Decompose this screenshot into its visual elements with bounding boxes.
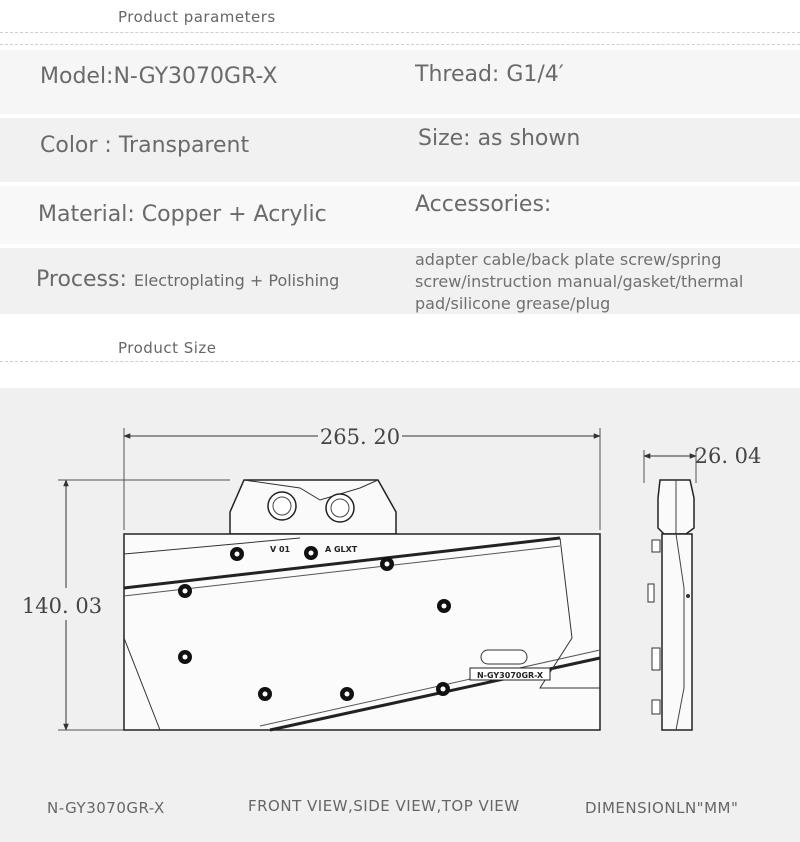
param-process-value: Electroplating + Polishing [133,271,340,290]
divider [0,32,800,33]
plate-label: A GLXT [325,545,358,554]
divider [0,361,800,362]
accessories-line: pad/silicone grease/plug [415,294,611,313]
accessories-line: screw/instruction manual/gasket/thermal [415,272,744,291]
param-model: Model:N-GY3070GR-X [40,64,278,89]
width-dimension-label: 265. 20 [319,425,401,449]
param-process [36,267,339,292]
divider [0,44,800,45]
param-accessories-label: Accessories: [415,192,552,217]
section-title-parameters: Product parameters [118,8,276,26]
front-view [124,480,600,730]
footer-units: DIMENSIONLN"MM" [585,799,739,817]
param-thread: Thread: G1/4′ [415,62,564,87]
side-view [648,480,694,730]
param-process-label: Process: [36,267,127,292]
badge-label: N-GY3070GR-X [476,671,544,680]
side-dimension [644,444,761,483]
plate-label: V 01 [270,545,291,554]
footer-views: FRONT VIEW,SIDE VIEW,TOP VIEW [248,797,520,815]
accessories-list [415,249,785,315]
technical-drawing [0,388,800,842]
param-color: Color : Transparent [40,133,250,158]
section-title-size: Product Size [118,339,217,357]
param-material: Material: Copper + Acrylic [38,202,327,227]
side-dimension-label: 26. 04 [694,444,762,468]
accessories-line: adapter cable/back plate screw/spring [415,250,722,269]
footer-model: N-GY3070GR-X [47,799,165,817]
param-size: Size: as shown [418,126,581,151]
height-dimension-label: 140. 03 [21,594,103,618]
